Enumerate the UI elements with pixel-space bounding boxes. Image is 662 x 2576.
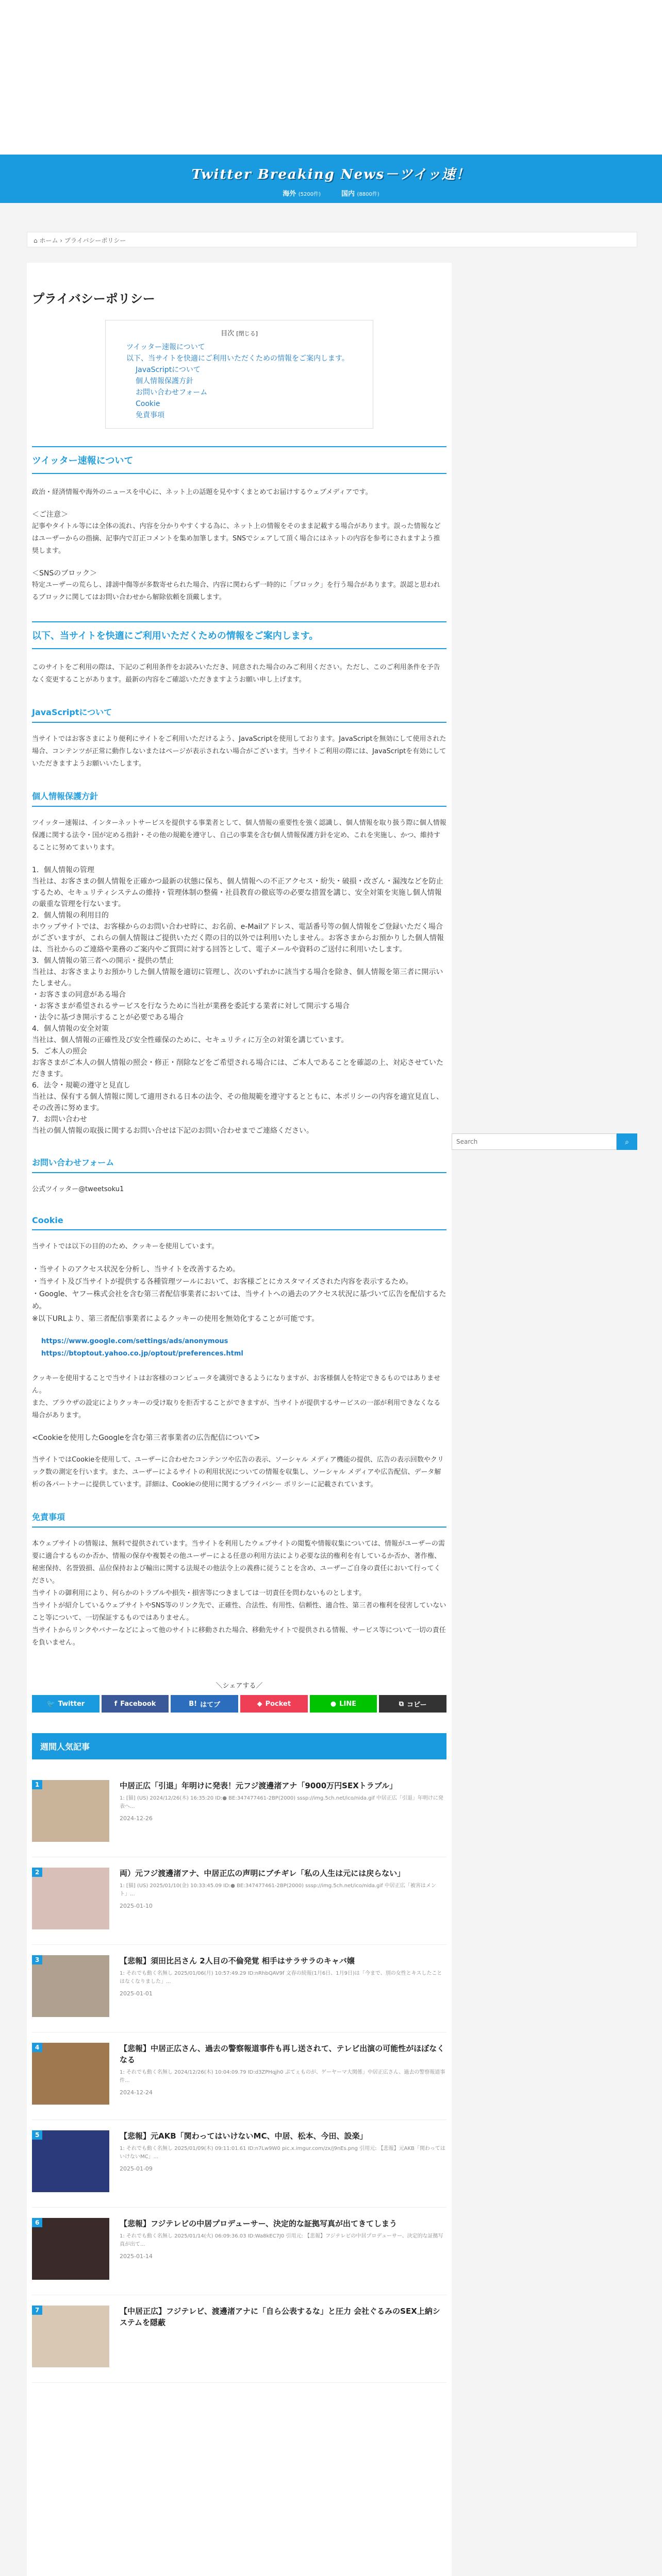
privacy-list-item: 当社は、お客さまよりお預かりした個人情報を適切に管理し、次のいずれかに該当する場合を除き、個人情報を第三者に開示いたしません。	[32, 968, 443, 988]
toc-item[interactable]: ツイッター速報について	[126, 343, 205, 351]
article-title[interactable]: 中居正広「引退」年明けに発表！元フジ渡邊渚アナ「9000万円SEXトラブル」	[120, 1781, 398, 1790]
sidebar	[452, 1133, 637, 1150]
about-text: 政治・経済情報や海外のニュースを中心に、ネット上の話題を見やすくまとめてお届けするウェブメディアです。	[32, 488, 372, 496]
ranking-item[interactable]	[32, 1770, 446, 1857]
rank-number: 4	[32, 2043, 42, 2052]
facebook-icon: f	[114, 1700, 118, 1708]
article-date: 2025-01-09	[120, 2165, 153, 2172]
search-input[interactable]	[452, 1133, 617, 1150]
notice-heading: ＜ご注意＞	[32, 511, 68, 519]
toc-item[interactable]: Cookie	[136, 400, 160, 408]
ranking-item[interactable]	[32, 2295, 446, 2383]
privacy-list-item: ・お客さまの同意がある場合	[32, 991, 126, 999]
article-excerpt: 1: [猫] (US) 2024/12/26(木) 16:35:20 ID:● BE:347477461-2BP(2000) sssp://img.5ch.net/ico/nida.gif 中居正広「引退」年明けに発表へ...	[120, 1795, 443, 1809]
article-thumbnail[interactable]	[32, 1780, 109, 1842]
privacy-list	[32, 865, 446, 1137]
hatebu-icon: B!	[189, 1700, 197, 1708]
line-icon: ●	[330, 1700, 337, 1708]
article-excerpt: 1: それでも動く名無し 2024/12/26(木) 10:04:09.79 ID:d3ZPHqjh0 ぷてぇものが、ゲーヤーマ大関係」中居正広さん、過去の警察報道事件...	[120, 2070, 445, 2083]
breadcrumb-current: プライバシーポリシー	[64, 237, 126, 244]
share-twitter-button[interactable]: 🐦 Twitter	[32, 1695, 100, 1713]
google-optout-link[interactable]: https://www.google.com/settings/ads/anonymous	[41, 1337, 228, 1345]
toc-item[interactable]: JavaScriptについて	[136, 366, 201, 374]
article-date: 2024-12-26	[120, 1815, 153, 1822]
privacy-list-item: ・お客さまが希望されるサービスを行なうために当社が業務を委託する業者に対して開示する場合	[32, 1002, 350, 1010]
cookie-list	[32, 1263, 446, 1325]
privacy-list-item: 2．個人情報の利用目的	[32, 911, 109, 920]
cookie-list-item: ・Google、ヤフー株式会社を含む第三者配信事業者においては、当サイトへの過去のアクセス状況に基づいて広告を配信するため。	[32, 1290, 446, 1311]
privacy-list-item: 5．ご本人の照会	[32, 1047, 87, 1056]
article-thumbnail[interactable]	[32, 2043, 109, 2105]
article-thumbnail[interactable]	[32, 1868, 109, 1929]
ranking-heading: 週間人気記事	[32, 1733, 446, 1759]
privacy-list-item: 7．お問い合わせ	[32, 1115, 87, 1124]
ranking-item[interactable]	[32, 2208, 446, 2295]
article-date: 2024-12-24	[120, 2089, 153, 2096]
toc-item[interactable]: 個人情報保護方針	[136, 377, 193, 385]
share-buttons	[32, 1695, 446, 1713]
search-button[interactable]	[617, 1133, 637, 1150]
article-excerpt	[120, 2331, 446, 2348]
cookie-text: 当サイトでは以下の目的のため、クッキーを使用しています。	[32, 1243, 219, 1250]
section-title-contact: お問い合わせフォーム	[32, 1152, 446, 1173]
ranking-item[interactable]	[32, 1857, 446, 1945]
section-title-privacy: 個人情報保護方針	[32, 786, 446, 807]
toc-header	[126, 328, 352, 337]
article-title[interactable]: 【悲報】元AKB「関わってはいけないMC、中居、松本、今田、設楽」	[120, 2131, 368, 2141]
breadcrumb	[27, 232, 637, 247]
breadcrumb-separator: ›	[60, 237, 63, 244]
ranking-item[interactable]	[32, 2120, 446, 2208]
section-title-disclaimer: 免責事項	[32, 1506, 446, 1528]
article-excerpt: 1: [猫] (US) 2025/01/10(金) 10:33:45.09 ID:● BE:347477461-2BP(2000) sssp://img.5ch.net/ico/nida.gif 中居正広「被害はメント」...	[120, 1883, 436, 1897]
article-date: 2025-01-10	[120, 1903, 153, 1909]
nav-item-overseas[interactable]: 海外 (5200件)	[283, 190, 321, 198]
ranking-item-body	[120, 1955, 446, 2022]
ranking-item-body	[120, 2306, 446, 2372]
cookie-ads-heading: <Cookieを使用したGoogleを含む第三者事業者の広告配信について>	[32, 1434, 260, 1442]
search-icon: ⌕	[625, 1137, 629, 1146]
rank-number: 2	[32, 1868, 42, 1877]
disclaimer-text: 本ウェブサイトの情報は、無料で提供されています。当サイトを利用したウェブサイトの閲覧や情報収集については、情報がユーザーの需要に適合するものか否か、情報の保存や複製その他ユーザーによる任意の利用方法により必要な法的権利を有しているか否か、著作権、秘密保持、名誉毀損、品位保持および輸出に関する法規その他法令上の義務に従うことを含め、ユーザーご自身の責任において行ってください。 当サイトの御利用により、何らかのトラブルや損失・損害等につきましては一切責任を問わないものとします。 当サイトが紹介しているウェブサイトやSNS等のリンク先で、正確性、合法性、有用性、信頼性、適合性、第三者の権利を侵害していないこと等について、一切保証するものではありません。 当サイトからリンクやバナーなどによって他のサイトに移動された場合、移動先サイトで提供される情報、サービス等について一切の責任を負いません。	[32, 1540, 446, 1647]
article-excerpt: 1: それでも動く名無し 2025/01/06(月) 10:57:49.29 ID:nRhbQAV9f 文春の続報(1月6日、1月9日)は「今まで、別の女性とキスしたことはなくなりました」...	[120, 1971, 442, 1985]
home-icon: ⌂	[34, 237, 38, 244]
privacy-list-item: 当社は、個人情報の正確性及び安全性確保のために、セキュリティに万全の対策を講じています。	[32, 1036, 349, 1044]
toc-item[interactable]: お問い合わせフォーム	[136, 388, 208, 397]
article-date: 2025-01-14	[120, 2253, 153, 2260]
share-heading: ＼シェアする／	[216, 1682, 263, 1690]
yahoo-optout-link[interactable]: https://btoptout.yahoo.co.jp/optout/preferences.html	[41, 1350, 243, 1358]
nav-item-domestic[interactable]: 国内 (8800件)	[341, 190, 379, 198]
privacy-list-item: ホウップサイトでは、お客様からのお問い合わせ時に、お名前、e-Mailアドレス、電話番号等の個人情報をご登録いただく場合がございますが、これらの個人情報はご提供いただく際の目的以外では利用いたしません。お客さまからお預かりした個人情報は、当社からのご連絡や業務のご案内やご質問に対する回答として、電子メールや資料のご送付に利用いたします。	[32, 923, 444, 954]
share-pocket-button[interactable]: ◆ Pocket	[240, 1695, 308, 1713]
ranking-item[interactable]	[32, 2032, 446, 2120]
article-thumbnail[interactable]	[32, 1955, 109, 2017]
privacy-text: ツイッター速報は、インターネットサービスを提供する事業者として、個人情報の重要性を強く認識し、個人情報を取り扱う際に個人情報保護に関する法令・国が定める指針・その他の規範を遵守し、自己の事業を含む個人情報保護方針を定め、これを実施し、かつ、維持することに努めてまいります。	[32, 819, 446, 852]
header-nav	[0, 188, 662, 198]
rank-number: 5	[32, 2130, 42, 2140]
page-title: プライバシーポリシー	[32, 292, 155, 306]
notice-text: 記事やタイトル等には全体の流れ、内容を分かりやすくする為に、ネット上の情報をそのまま記載する場合があります。誤った情報などはユーザーからの指摘、記事内で訂正コメントを集め加筆します。SNSでシェアして頂く場合にはネットの内容を参考にされますよう推奨します。	[32, 522, 441, 555]
share-facebook-button[interactable]: f Facebook	[102, 1695, 169, 1713]
privacy-list-item: 4．個人情報の安全対策	[32, 1025, 109, 1033]
toc-title: 目次	[221, 330, 235, 337]
toc-toggle[interactable]: [閉じる]	[236, 330, 258, 337]
article-thumbnail[interactable]	[32, 2306, 109, 2367]
article-date: 2025-01-01	[120, 1990, 153, 1997]
privacy-list-item: 3．個人情報の第三者への開示・提供の禁止	[32, 957, 174, 965]
article-title[interactable]: 両）元フジ渡邊渚アナ、中居正広の声明にブチギレ「私の人生は元には戻らない」	[120, 1869, 405, 1878]
cookie-text-2: クッキーを使用することで当サイトはお客様のコンピュータを識別できるようになりますが、お客様個人を特定できるものではありません。 また、ブラウザの設定によりクッキーの受け取りを拒否することができますが、当サイトが提供するサービスの一部が利用できなくなる場合があります。	[32, 1375, 441, 1419]
twitter-icon: 🐦	[46, 1700, 55, 1708]
block-text: 特定ユーザーの荒らし、誹謗中傷等が多数寄せられた場合、内容に関わらず一時的に「ブロック」を行う場合があります。誤認と思われるブロックに関してはお問い合わせから解除依頼を頂戴します。	[32, 581, 440, 601]
ranking-item-body	[120, 2218, 446, 2284]
article-thumbnail[interactable]	[32, 2130, 109, 2192]
privacy-list-item: 1．個人情報の管理	[32, 866, 94, 874]
privacy-list-item: 当社は、お客さまの個人情報を正確かつ最新の状態に保ち、個人情報への不正アクセス・紛失・破損・改ざん・漏洩などを防止するため、セキュリティシステムの維持・管理体制の整備・社員教育の徹底等の必要な措置を講じ、安全対策を実施し個人情報の厳重な管理を行ないます。	[32, 877, 443, 908]
article-title[interactable]: 【悲報】須田比呂さん 2人目の不倫発覚 相手はサラサラのキャバ嬢	[120, 1956, 355, 1965]
article-title[interactable]: 【中居正広】フジテレビ、渡邊渚アナに「自ら公表するな」と圧力 会社ぐるみのSEX上納システムを隠蔽	[120, 2307, 440, 2327]
ranking-item[interactable]	[32, 1945, 446, 2032]
ranking-item-body	[120, 1780, 446, 1846]
javascript-text: 当サイトではお客さまにより便利にサイトをご利用いただけるよう、JavaScriptを使用しております。JavaScriptを無効にして使用された場合、コンテンツが正常に動作しないまたはページが表示されない場合がございます。当サイトご利用の際には、JavaScriptを有効にしていただきますようお願いいたします。	[32, 735, 446, 768]
cookie-list-item: ※以下URLより、第三者配信事業者によるクッキーの使用を無効化することが可能です。	[32, 1315, 319, 1323]
rank-number: 3	[32, 1955, 42, 1964]
block-heading: ＜SNSのブロック＞	[32, 569, 97, 578]
toc-item[interactable]: 免責事項	[136, 411, 164, 419]
section-title-about: ツイッター速報について	[32, 446, 446, 474]
search-form	[452, 1133, 637, 1150]
copy-icon: ⧉	[399, 1700, 404, 1708]
main-content	[27, 263, 452, 2576]
article-thumbnail[interactable]	[32, 2218, 109, 2280]
article-title[interactable]: 【悲報】中居正広さん、過去の警察報道事件も再し送されて、テレビ出演の可能性がほぼなくなる	[120, 2044, 445, 2064]
article-title[interactable]: 【悲報】フジテレビの中居プロデューサー、決定的な証拠写真が出てきてしまう	[120, 2219, 398, 2228]
ranking-list	[32, 1770, 446, 2383]
cookie-list-item: ・当サイトのアクセス状況を分析し、当サイトを改善するため。	[32, 1265, 240, 1274]
site-title[interactable]: Twitter Breaking News－ツイッ速！	[191, 167, 471, 182]
article-excerpt: 1: それでも動く名無し 2025/01/14(火) 06:09:36.03 ID:Wa8kEC7J0 引用元: 【悲報】フジテレビの中居プロデューサー、決定的な証拠写真が出て...	[120, 2233, 443, 2247]
top-blank-area	[0, 0, 662, 155]
share-hatebu-button[interactable]: B! はてブ	[171, 1695, 238, 1713]
privacy-list-item: 当社の個人情報の取扱に関するお問い合せは下記のお問い合わせまでご連絡ください。	[32, 1127, 313, 1135]
guide-text: このサイトをご利用の際は、下記のご利用条件をお読みいただき、同意された場合のみご利用ください。ただし、このご利用条件を予告なく変更することがあります。最新の内容をご確認いただきますようお願い申し上げます。	[32, 664, 440, 684]
privacy-list-item: ・法令に基づき開示することが必要である場合	[32, 1013, 184, 1022]
toc-item[interactable]: 以下、当サイトを快適にご利用いただくための情報をご案内します。	[126, 354, 349, 363]
share-line-button[interactable]: ● LINE	[310, 1695, 377, 1713]
site-header	[0, 155, 662, 203]
article-excerpt: 1: それでも動く名無し 2025/01/09(木) 09:11:01.61 ID:n7Lw9W0 pic.x.imgur.com/zx/j9nEs.png 引用元: 【悲報】元AKB「関わってはいけないMC」...	[120, 2146, 445, 2160]
rank-number: 6	[32, 2218, 42, 2227]
privacy-list-item: 当社は、保有する個人情報に関して適用される日本の法令、その他規範を遵守するとともに、本ポリシーの内容を適宜見直し、その改善に努めます。	[32, 1093, 443, 1112]
cookie-list-item: ・当サイト及び当サイトが提供する各種管理ツールにおいて、お客様ごとにカスタマイズされた内容を表示するため。	[32, 1278, 413, 1286]
section-title-guide: 以下、当サイトを快適にご利用いただくための情報をご案内します。	[32, 621, 446, 649]
ranking-item-body	[120, 2043, 446, 2109]
pocket-icon: ◆	[257, 1700, 262, 1708]
privacy-list-item: お客さまがご本人の個人情報の照会・修正・削除などをご希望される場合には、ご本人であることを確認の上、対応させていただきます。	[32, 1059, 443, 1078]
section-title-javascript: JavaScriptについて	[32, 702, 446, 723]
ranking-item-body	[120, 1868, 446, 1934]
rank-number: 1	[32, 1780, 42, 1789]
section-title-cookie: Cookie	[32, 1211, 446, 1230]
breadcrumb-home[interactable]: ホーム	[39, 237, 58, 244]
contact-text[interactable]: 公式ツイッター@tweetsoku1	[32, 1185, 124, 1193]
rank-number: 7	[32, 2306, 42, 2315]
share-copy-button[interactable]: ⧉ コピー	[379, 1695, 446, 1713]
table-of-contents	[105, 320, 373, 429]
ranking-item-body	[120, 2130, 446, 2197]
cookie-text-3: 当サイトではCookieを使用して、ユーザーに合わせたコンテンツや広告の表示、ソーシャル メディア機能の提供、広告の表示回数やクリック数の測定を行います。また、ユーザーによるサイトの利用状況についての情報を収集し、ソーシャル メディアや広告配信、データ解析の各パートナーに提供しています。詳細は、Cookieの使用に関するプライバシー ポリシーに記載されています。	[32, 1456, 444, 1488]
privacy-list-item: 6．法令・規範の遵守と見直し	[32, 1081, 130, 1090]
